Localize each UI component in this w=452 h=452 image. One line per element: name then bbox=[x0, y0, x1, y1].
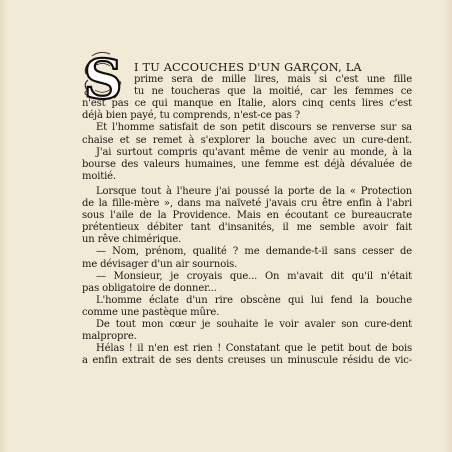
text-line: — Monsieur, je croyais que... On m'avait dit qu'il n'était bbox=[96, 270, 412, 282]
text-line: L'homme éclate d'un rire obscène qui lui fend la bouche bbox=[96, 294, 412, 306]
text-line: pas obligatoire de donner... bbox=[82, 282, 217, 294]
text-line: déjà bien payé, tu comprends, n'est-ce pas ? bbox=[82, 110, 300, 122]
text-line: bourse des valeurs humaines, une femme est déjà dévaluée de bbox=[82, 158, 412, 170]
text-line: chaise et se remet à s'explorer la bouche avec un cure-dent. bbox=[82, 134, 412, 146]
text-line: Hélas ! il n'en est rien ! Constatant que le petit bout de bois bbox=[96, 343, 412, 355]
text-line: malpropre. bbox=[82, 331, 137, 343]
text-line: de la fille-mère », dans ma naïveté j'avais cru être enfin à l'abri bbox=[82, 198, 412, 210]
text-line: me dévisager d'un air sournois. bbox=[82, 258, 238, 270]
text-line: De tout mon cœur je souhaite le voir avaler son cure-dent bbox=[96, 318, 412, 330]
text-line: prime sera de mille lires, mais si c'est une fille bbox=[134, 74, 412, 86]
text-line: — Nom, prénom, qualité ? me demande-t-il sans cesser de bbox=[96, 246, 412, 258]
text-line: moitié. bbox=[82, 170, 116, 182]
text-line: tu ne toucheras que la moitié, car les femmes ce bbox=[134, 86, 412, 98]
page-edge-right bbox=[444, 0, 452, 452]
text-line: sous l'aile de la Providence. Mais en écoutant ce bureaucrate bbox=[82, 210, 412, 222]
text-line: J'ai surtout compris qu'avant même de venir au monde, à la bbox=[96, 146, 412, 158]
body-text bbox=[82, 62, 412, 367]
text-line: I TU ACCOUCHES D'UN GARÇON, LA bbox=[134, 61, 362, 74]
text-line: Et l'homme satisfait de son petit discours se renverse sur sa bbox=[96, 122, 412, 134]
page-edge-left bbox=[0, 0, 8, 452]
text-line: a enfin extrait de ses dents creuses un minuscule résidu de vic- bbox=[82, 355, 412, 367]
text-line: comme une pastèque mûre. bbox=[82, 306, 220, 318]
text-line: n'est pas ce qui manque en Italie, alors cinq cents lires c'est bbox=[82, 98, 412, 110]
text-line: Lorsque tout à l'heure j'ai poussé la porte de la « Protection bbox=[96, 185, 412, 197]
text-line: prétentieux débiter tant d'insanités, il me semble avoir fait bbox=[82, 222, 412, 234]
text-line: un rêve chimérique. bbox=[82, 234, 182, 246]
dropcap-letter: S bbox=[83, 47, 123, 110]
